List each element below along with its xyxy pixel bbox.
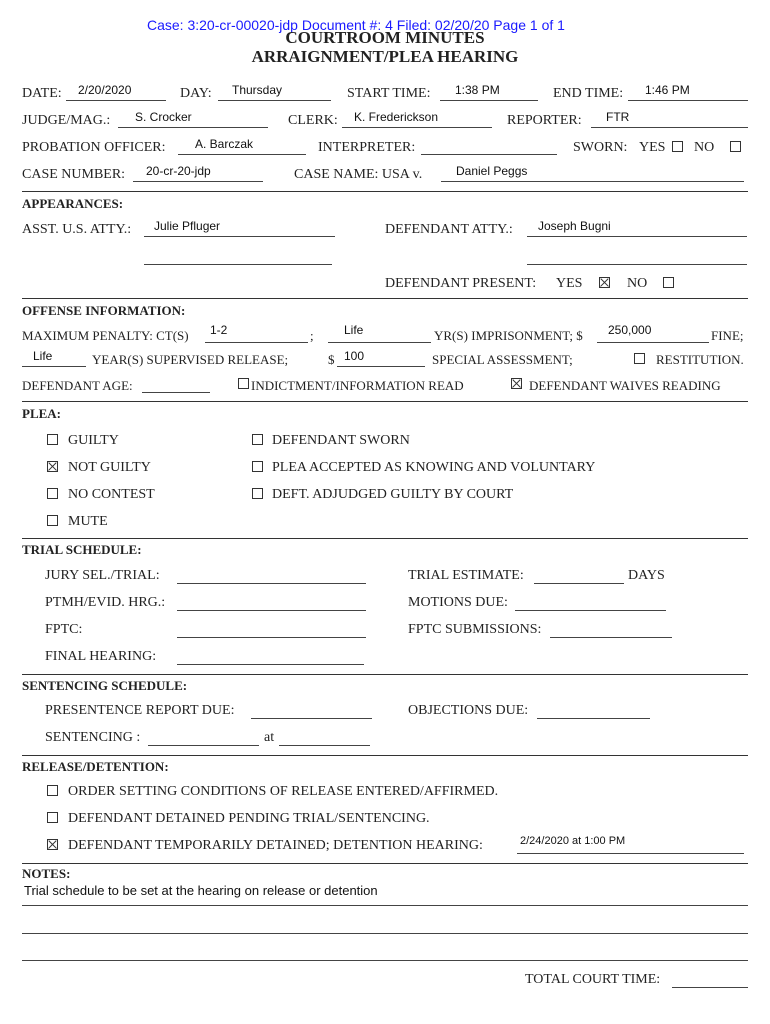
- guilty-checkbox[interactable]: [47, 434, 58, 445]
- defendant-sworn-label: DEFENDANT SWORN: [272, 433, 410, 448]
- detained-pending-label: DEFENDANT DETAINED PENDING TRIAL/SENTENCING.: [68, 811, 430, 826]
- case-name-value[interactable]: Daniel Peggs: [456, 164, 528, 178]
- total-court-time-label: TOTAL COURT TIME:: [525, 972, 661, 987]
- sentencing-at-label: at: [264, 730, 275, 745]
- objections-due-line[interactable]: [537, 718, 650, 719]
- adjudged-guilty-checkbox[interactable]: [252, 488, 263, 499]
- divider: [22, 674, 748, 675]
- def-atty-value[interactable]: Joseph Bugni: [538, 219, 611, 233]
- release-order-label: ORDER SETTING CONDITIONS OF RELEASE ENTERED/AFFIRMED.: [68, 784, 499, 799]
- notes-line[interactable]: [22, 933, 748, 934]
- sentencing-time-line[interactable]: [279, 745, 370, 746]
- supervised-line: [22, 366, 86, 367]
- case-name-label: CASE NAME: USA v.: [294, 167, 423, 182]
- plea-heading: PLEA:: [22, 406, 61, 421]
- notes-line: [22, 905, 748, 906]
- case-name-line: [441, 181, 744, 182]
- imprisonment-line: [328, 342, 431, 343]
- supervised-value[interactable]: Life: [33, 349, 53, 363]
- restitution-label: RESTITUTION.: [656, 352, 744, 367]
- detention-hearing-line: [517, 853, 744, 854]
- judge-value[interactable]: S. Crocker: [135, 110, 192, 124]
- trial-estimate-label: TRIAL ESTIMATE:: [408, 568, 524, 583]
- present-yes-checkbox[interactable]: [599, 277, 610, 288]
- counts-line: [205, 342, 308, 343]
- form-title: COURTROOM MINUTES: [285, 28, 485, 47]
- dollar-sign: $: [328, 352, 335, 367]
- def-atty-label: DEFENDANT ATTY.:: [385, 222, 513, 237]
- end-time-label: END TIME:: [553, 86, 624, 101]
- ptmh-line[interactable]: [177, 610, 366, 611]
- release-order-checkbox[interactable]: [47, 785, 58, 796]
- case-number-line: [133, 181, 263, 182]
- divider: [22, 191, 748, 192]
- day-line: [218, 100, 331, 101]
- ausa-value[interactable]: Julie Pfluger: [154, 219, 221, 233]
- waives-reading-checkbox[interactable]: [511, 378, 522, 389]
- psr-due-label: PRESENTENCE REPORT DUE:: [45, 703, 235, 718]
- psr-due-line[interactable]: [251, 718, 372, 719]
- case-number-value[interactable]: 20-cr-20-jdp: [146, 164, 211, 178]
- reporter-line: [591, 127, 748, 128]
- assessment-line: [337, 366, 425, 367]
- sentencing-date-label: SENTENCING :: [45, 730, 141, 745]
- date-line: [66, 100, 166, 101]
- probation-label: PROBATION OFFICER:: [22, 140, 166, 155]
- fptc-submissions-label: FPTC SUBMISSIONS:: [408, 622, 542, 637]
- not-guilty-label: NOT GUILTY: [68, 460, 151, 475]
- notes-heading: NOTES:: [22, 866, 71, 881]
- start-time-label: START TIME:: [347, 86, 431, 101]
- case-number-label: CASE NUMBER:: [22, 167, 126, 182]
- age-label: DEFENDANT AGE:: [22, 378, 133, 393]
- motions-due-line[interactable]: [515, 610, 666, 611]
- semicolon: ;: [310, 328, 314, 343]
- trial-heading: TRIAL SCHEDULE:: [22, 542, 142, 557]
- supervised-label: YEAR(S) SUPERVISED RELEASE;: [92, 352, 289, 367]
- plea-accepted-label: PLEA ACCEPTED AS KNOWING AND VOLUNTARY: [272, 460, 596, 475]
- divider: [22, 538, 748, 539]
- mute-label: MUTE: [68, 514, 108, 529]
- present-no-checkbox[interactable]: [663, 277, 674, 288]
- sworn-label: SWORN:: [573, 140, 628, 155]
- total-court-time-line[interactable]: [672, 987, 748, 988]
- start-time-line: [440, 100, 538, 101]
- temporarily-detained-label: DEFENDANT TEMPORARILY DETAINED; DETENTION HEARING:: [68, 838, 483, 853]
- present-no-label: NO: [627, 276, 648, 291]
- adjudged-guilty-label: DEFT. ADJUDGED GUILTY BY COURT: [272, 487, 514, 502]
- notes-line[interactable]: [22, 960, 748, 961]
- waives-reading-label: DEFENDANT WAIVES READING: [529, 378, 721, 393]
- day-value[interactable]: Thursday: [232, 83, 283, 97]
- ausa-line: [144, 236, 335, 237]
- motions-due-label: MOTIONS DUE:: [408, 595, 508, 610]
- fptc-line[interactable]: [177, 637, 366, 638]
- objections-due-label: OBJECTIONS DUE:: [408, 703, 529, 718]
- end-time-line: [628, 100, 748, 101]
- date-label: DATE:: [22, 86, 62, 101]
- no-contest-checkbox[interactable]: [47, 488, 58, 499]
- fine-value[interactable]: 250,000: [608, 323, 652, 337]
- detention-hearing-value[interactable]: 2/24/2020 at 1:00 PM: [520, 835, 626, 847]
- probation-value[interactable]: A. Barczak: [195, 137, 254, 151]
- plea-accepted-checkbox[interactable]: [252, 461, 263, 472]
- trial-estimate-line[interactable]: [534, 583, 624, 584]
- clerk-line: [342, 127, 492, 128]
- days-label: DAYS: [628, 568, 665, 583]
- offense-heading: OFFENSE INFORMATION:: [22, 303, 186, 318]
- temporarily-detained-checkbox[interactable]: [47, 839, 58, 850]
- sentencing-heading: SENTENCING SCHEDULE:: [22, 678, 188, 693]
- interpreter-label: INTERPRETER:: [318, 140, 416, 155]
- indictment-read-checkbox[interactable]: [238, 378, 249, 389]
- sworn-yes-label: YES: [639, 140, 666, 155]
- mute-checkbox[interactable]: [47, 515, 58, 526]
- fptc-submissions-line[interactable]: [550, 637, 672, 638]
- divider: [22, 863, 748, 864]
- final-hearing-label: FINAL HEARING:: [45, 649, 157, 664]
- divider: [22, 755, 748, 756]
- age-line[interactable]: [142, 392, 210, 393]
- defendant-present-label: DEFENDANT PRESENT:: [385, 276, 537, 291]
- divider: [22, 298, 748, 299]
- imprisonment-label: YR(S) IMPRISONMENT; $: [434, 328, 583, 343]
- no-contest-label: NO CONTEST: [68, 487, 155, 502]
- sworn-no-checkbox[interactable]: [730, 141, 741, 152]
- present-yes-label: YES: [556, 276, 583, 291]
- def-atty-line: [527, 236, 747, 237]
- detained-pending-checkbox[interactable]: [47, 812, 58, 823]
- jury-trial-line[interactable]: [177, 583, 366, 584]
- indictment-read-label: INDICTMENT/INFORMATION READ: [251, 378, 464, 393]
- not-guilty-checkbox[interactable]: [47, 461, 58, 472]
- divider: [22, 401, 748, 402]
- defendant-sworn-checkbox[interactable]: [252, 434, 263, 445]
- max-penalty-label: MAXIMUM PENALTY: CT(S): [22, 328, 189, 343]
- assessment-value[interactable]: 100: [344, 349, 365, 363]
- imprisonment-value[interactable]: Life: [344, 323, 364, 337]
- interpreter-line[interactable]: [421, 154, 557, 155]
- guilty-label: GUILTY: [68, 433, 119, 448]
- def-atty-line-2[interactable]: [527, 264, 747, 265]
- filing-stamp: Case: 3:20-cr-00020-jdp Document #: 4 Filed: 02/20/20 Page 1 of 1: [147, 17, 565, 33]
- start-time-value[interactable]: 1:38 PM: [455, 83, 500, 97]
- fptc-label: FPTC:: [45, 622, 83, 637]
- ausa-line-2[interactable]: [144, 264, 332, 265]
- ptmh-label: PTMH/EVID. HRG.:: [45, 595, 166, 610]
- date-value[interactable]: 2/20/2020: [78, 83, 132, 97]
- restitution-checkbox[interactable]: [634, 353, 645, 364]
- release-heading: RELEASE/DETENTION:: [22, 759, 169, 774]
- assessment-label: SPECIAL ASSESSMENT;: [432, 352, 573, 367]
- fine-label: FINE;: [711, 328, 744, 343]
- jury-trial-label: JURY SEL./TRIAL:: [45, 568, 160, 583]
- clerk-label: CLERK:: [288, 113, 338, 128]
- judge-label: JUDGE/MAG.:: [22, 113, 111, 128]
- sworn-no-label: NO: [694, 140, 715, 155]
- counts-value[interactable]: 1-2: [210, 323, 228, 337]
- sentencing-date-line[interactable]: [148, 745, 259, 746]
- probation-line: [178, 154, 306, 155]
- reporter-value[interactable]: FTR: [606, 110, 630, 124]
- sworn-yes-checkbox[interactable]: [672, 141, 683, 152]
- day-label: DAY:: [180, 86, 212, 101]
- judge-line: [118, 127, 268, 128]
- final-hearing-line[interactable]: [177, 664, 364, 665]
- ausa-label: ASST. U.S. ATTY.:: [22, 222, 132, 237]
- end-time-value[interactable]: 1:46 PM: [645, 83, 690, 97]
- appearances-heading: APPEARANCES:: [22, 196, 124, 211]
- notes-text[interactable]: Trial schedule to be set at the hearing on release or detention: [24, 883, 378, 898]
- fine-line: [597, 342, 709, 343]
- reporter-label: REPORTER:: [507, 113, 582, 128]
- clerk-value[interactable]: K. Frederickson: [354, 110, 439, 124]
- form-subtitle: ARRAIGNMENT/PLEA HEARING: [251, 47, 519, 66]
